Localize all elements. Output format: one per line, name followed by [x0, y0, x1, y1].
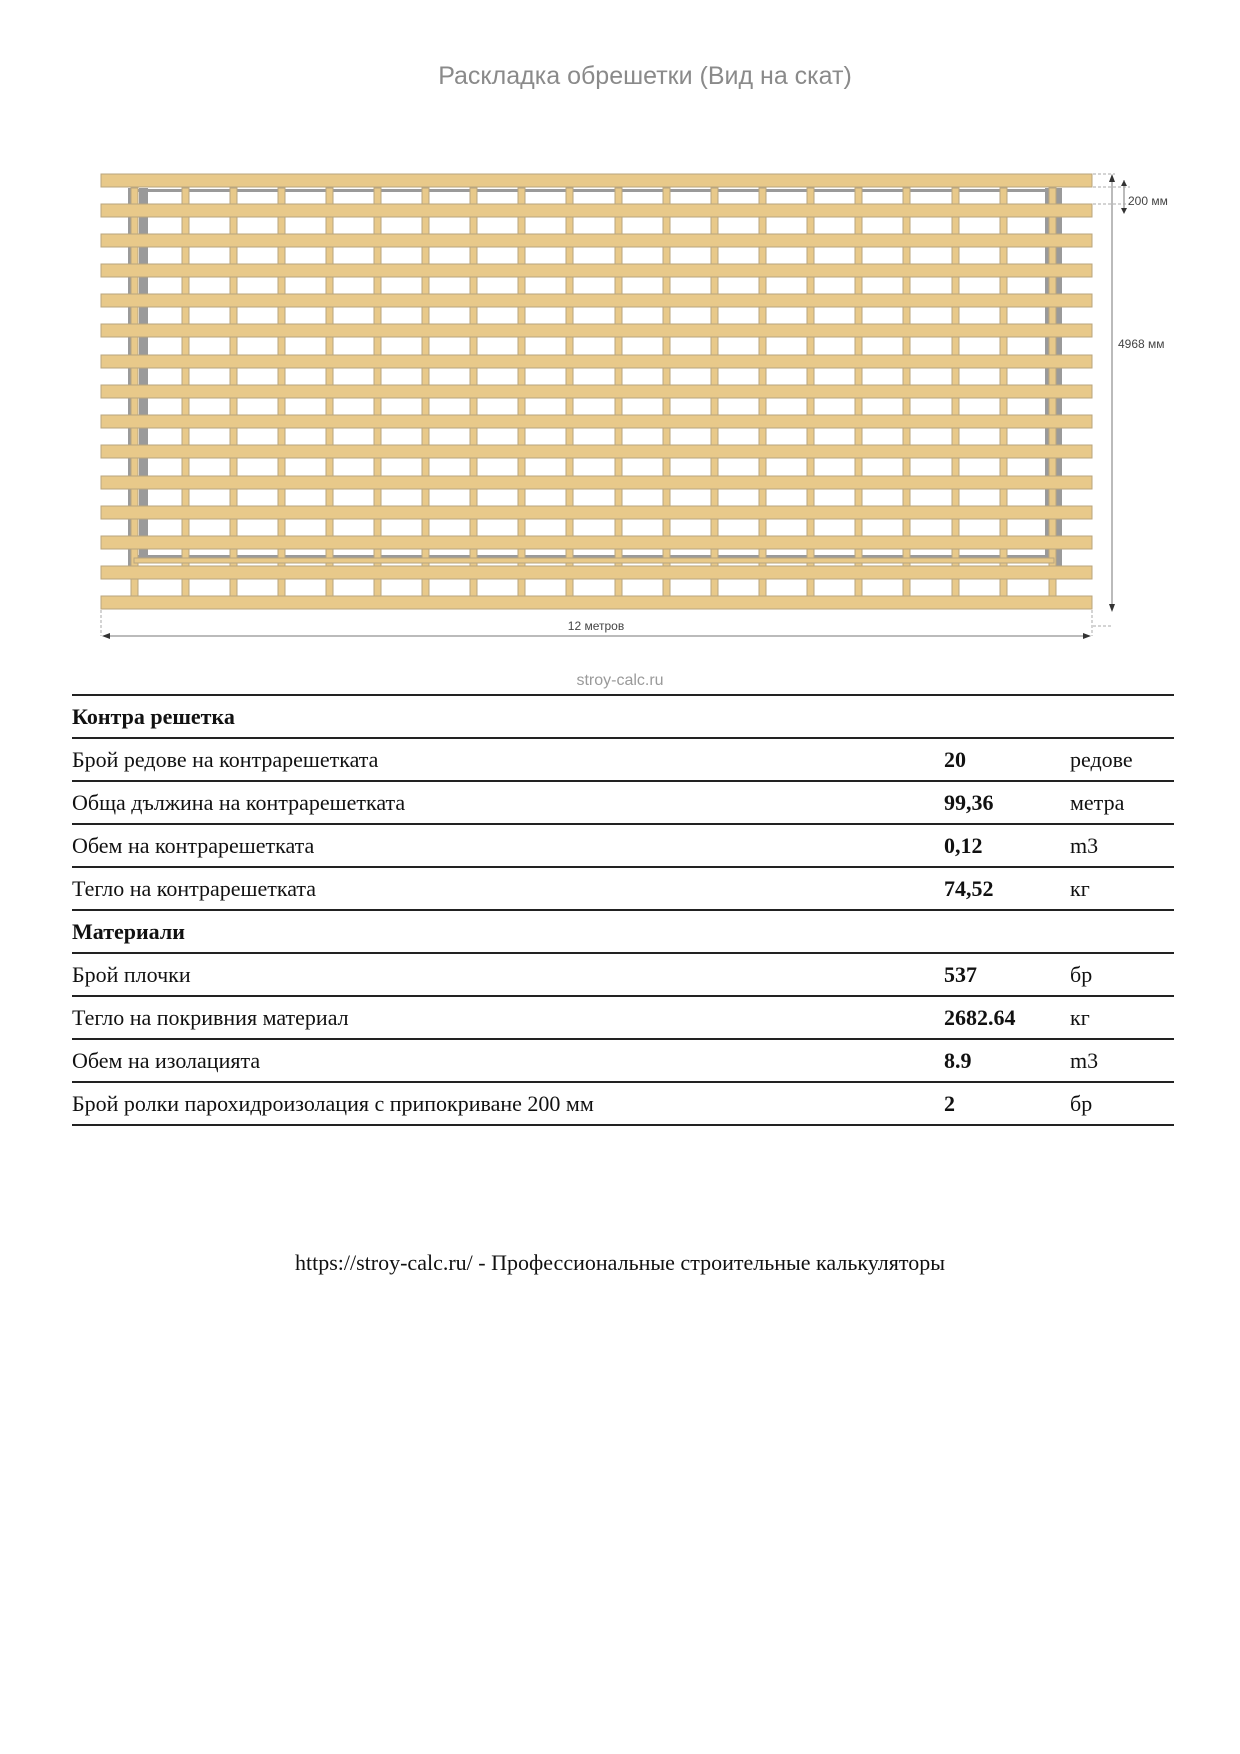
spacing-dimension-label: 200 мм: [1128, 194, 1168, 208]
section-title: Контра решетка: [72, 695, 944, 738]
row-unit: m3: [1070, 824, 1174, 867]
section-header-counter-battens: [72, 695, 1174, 738]
row-unit: m3: [1070, 1039, 1174, 1082]
row-label: Брой ролки парохидроизолация с припокриване 200 мм: [72, 1082, 944, 1125]
row-value: 0,12: [944, 824, 1070, 867]
table-row: [72, 867, 1174, 910]
row-value: 537: [944, 953, 1070, 996]
watermark: stroy-calc.ru: [576, 672, 664, 689]
row-label: Обем на контрарешетката: [72, 824, 944, 867]
row-label: Тегло на контрарешетката: [72, 867, 944, 910]
section-header-materials: [72, 910, 1174, 953]
table-row: [72, 953, 1174, 996]
table-row: [72, 1082, 1174, 1125]
row-label: Обем на изолацията: [72, 1039, 944, 1082]
results-table: [72, 694, 1174, 1126]
row-label: Брой редове на контрарешетката: [72, 738, 944, 781]
page-title: Раскладка обрешетки (Вид на скат): [438, 62, 852, 90]
row-unit: кг: [1070, 867, 1174, 910]
row-value: 74,52: [944, 867, 1070, 910]
batten-layout-drawing: [0, 0, 1240, 700]
row-label: Обща дължина на контрарешетката: [72, 781, 944, 824]
row-unit: редове: [1070, 738, 1174, 781]
row-value: 2: [944, 1082, 1070, 1125]
horizontal-battens: [101, 174, 1092, 609]
table-row: [72, 1039, 1174, 1082]
section-title: Материали: [72, 910, 944, 953]
table-row: [72, 824, 1174, 867]
row-unit: бр: [1070, 953, 1174, 996]
footer-link-text[interactable]: https://stroy-calc.ru/ - Профессиональные строительные калькуляторы: [294, 1250, 945, 1275]
table-row: [72, 738, 1174, 781]
table-row: [72, 996, 1174, 1039]
row-value: 8.9: [944, 1039, 1070, 1082]
row-value: 2682.64: [944, 996, 1070, 1039]
row-value: 99,36: [944, 781, 1070, 824]
row-label: Тегло на покривния материал: [72, 996, 944, 1039]
row-unit: кг: [1070, 996, 1174, 1039]
row-label: Брой плочки: [72, 953, 944, 996]
row-value: 20: [944, 738, 1070, 781]
table-row: [72, 781, 1174, 824]
row-unit: метра: [1070, 781, 1174, 824]
height-dimension-label: 4968 мм: [1118, 337, 1165, 351]
row-unit: бр: [1070, 1082, 1174, 1125]
width-dimension-label: 12 метров: [567, 619, 625, 633]
